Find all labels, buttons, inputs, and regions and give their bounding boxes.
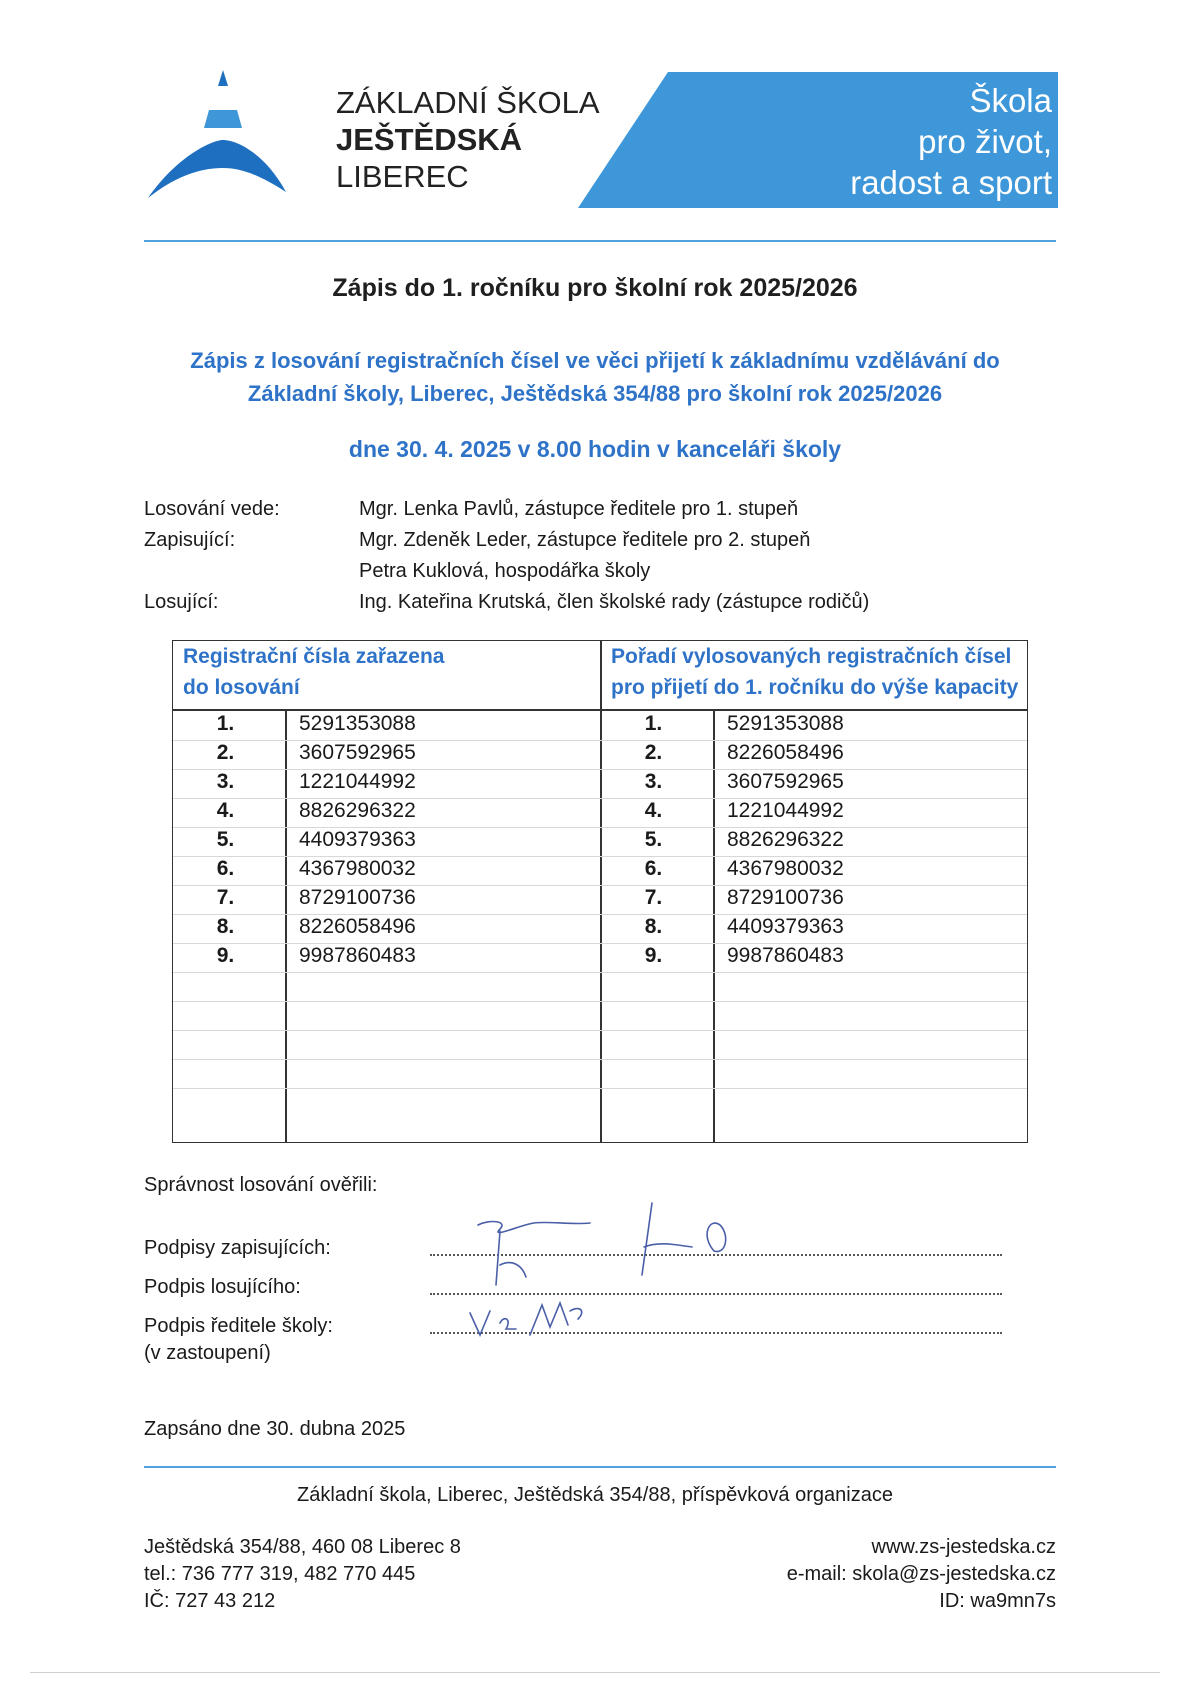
table-cell-order-right: 9. — [644, 944, 663, 967]
table-cell-code-left: 8729100736 — [299, 886, 416, 909]
participant-row — [144, 556, 869, 587]
school-name-line1: ZÁKLADNÍ ŠKOLA — [336, 85, 600, 120]
participant-value: Mgr. Zdeněk Leder, zástupce ředitele pro 2. stupeň — [359, 529, 811, 551]
footer-ico: IČ: 727 43 212 — [144, 1590, 276, 1612]
table-cell-code-left: 5291353088 — [299, 712, 416, 735]
verify-label: Správnost losování ověřili: — [144, 1174, 378, 1196]
director-signature-block — [144, 1313, 333, 1367]
table-cell-code-right: 1221044992 — [727, 799, 844, 822]
subtitle-line1: Zápis z losování registračních čísel ve věci přijetí k základnímu vzdělávání do — [190, 348, 1000, 373]
footer-org: Základní škola, Liberec, Ještědská 354/88, příspěvková organizace — [297, 1484, 893, 1506]
subtitle — [0, 344, 1190, 410]
header-divider — [144, 240, 1056, 242]
table-cell-order-left: 6. — [216, 857, 235, 880]
table-cell-order-left: 1. — [216, 712, 235, 735]
table-header-left-line2: do losování — [183, 676, 300, 699]
table-cell-order-right: 6. — [644, 857, 663, 880]
table-cell-order-left: 3. — [216, 770, 235, 793]
table-cell-code-right: 9987860483 — [727, 944, 844, 967]
mountain-logo-icon — [148, 70, 298, 210]
table-cell-order-right: 7. — [644, 886, 663, 909]
table-cell-order-left: 7. — [216, 886, 235, 909]
table-cell-code-left: 4409379363 — [299, 828, 416, 851]
director-signature-label: Podpis ředitele školy: — [144, 1315, 333, 1337]
participant-label: Zapisující: — [144, 529, 236, 551]
table-cell-order-left: 8. — [216, 915, 235, 938]
table-cell-order-left: 2. — [216, 741, 235, 764]
table-cell-order-right: 3. — [644, 770, 663, 793]
footer-web[interactable]: www.zs-jestedska.cz — [871, 1536, 1056, 1558]
motto — [850, 80, 1052, 203]
table-cell-code-left: 8226058496 — [299, 915, 416, 938]
table-cell-order-right: 2. — [644, 741, 663, 764]
table-cell-code-right: 8226058496 — [727, 741, 844, 764]
school-name-line3: LIBEREC — [336, 159, 469, 194]
footer-email[interactable]: e-mail: skola@zs-jestedska.cz — [786, 1563, 1056, 1585]
table-cell-order-right: 5. — [644, 828, 663, 851]
table-cell-order-right: 8. — [644, 915, 663, 938]
table-cell-code-right: 8729100736 — [727, 886, 844, 909]
table-header-left — [183, 641, 444, 703]
handwritten-signatures — [430, 1195, 750, 1345]
written-on: Zapsáno dne 30. dubna 2025 — [144, 1418, 406, 1440]
table-header-right-line2: pro přijetí do 1. ročníku do výše kapacity — [611, 676, 1019, 699]
recorders-signature-label: Podpisy zapisujících: — [144, 1237, 331, 1259]
footer-address-block — [144, 1534, 461, 1615]
table-cell-code-left: 3607592965 — [299, 741, 416, 764]
school-name-line2: JEŠTĚDSKÁ — [336, 122, 523, 157]
page-title: Zápis do 1. ročníku pro školní rok 2025/2026 — [332, 274, 858, 302]
page-bottom-edge — [30, 1672, 1160, 1673]
subtitle-line2: Základní školy, Liberec, Ještědská 354/88 pro školní rok 2025/2026 — [247, 381, 943, 406]
table-header-right — [611, 641, 1018, 703]
participant-label: Losující: — [144, 591, 219, 613]
table-column-divider — [285, 709, 287, 1142]
footer-phone: tel.: 736 777 319, 482 770 445 — [144, 1563, 416, 1585]
table-header-right-line1: Pořadí vylosovaných registračních čísel — [611, 645, 1012, 668]
table-header-left-line1: Registrační čísla zařazena — [183, 645, 445, 668]
table-cell-code-left: 4367980032 — [299, 857, 416, 880]
table-cell-code-right: 4409379363 — [727, 915, 844, 938]
drawer-signature-label: Podpis losujícího: — [144, 1276, 301, 1298]
participant-row — [144, 494, 869, 525]
table-row-line — [173, 972, 1027, 973]
table-column-divider — [713, 709, 715, 1142]
table-cell-code-left: 8826296322 — [299, 799, 416, 822]
table-cell-code-right: 8826296322 — [727, 828, 844, 851]
table-row-line — [173, 1059, 1027, 1060]
footer-address: Ještědská 354/88, 460 08 Liberec 8 — [144, 1536, 461, 1558]
table-cell-code-left: 1221044992 — [299, 770, 416, 793]
table-cell-order-left: 4. — [216, 799, 235, 822]
table-cell-order-right: 1. — [644, 712, 663, 735]
table-row-line — [173, 1088, 1027, 1089]
participant-value: Petra Kuklová, hospodářka školy — [359, 560, 651, 582]
lottery-table — [172, 640, 1028, 1143]
footer-id: ID: wa9mn7s — [939, 1590, 1056, 1612]
table-row-line — [173, 1001, 1027, 1002]
footer-contact-block — [787, 1534, 1056, 1615]
table-cell-code-right: 4367980032 — [727, 857, 844, 880]
school-name — [336, 84, 600, 195]
participant-row — [144, 587, 869, 618]
footer-divider — [144, 1466, 1056, 1468]
table-cell-order-left: 5. — [216, 828, 235, 851]
motto-line1: Škola — [969, 82, 1052, 119]
table-row-line — [173, 1030, 1027, 1031]
participant-row — [144, 525, 869, 556]
motto-line3: radost a sport — [850, 164, 1052, 201]
date-line: dne 30. 4. 2025 v 8.00 hodin v kanceláři školy — [348, 436, 842, 462]
participant-value: Ing. Kateřina Krutská, člen školské rady (zástupce rodičů) — [359, 591, 870, 613]
motto-line2: pro život, — [918, 123, 1052, 160]
table-cell-code-right: 3607592965 — [727, 770, 844, 793]
participant-label: Losování vede: — [144, 498, 280, 520]
participant-label — [144, 556, 359, 587]
table-cell-order-right: 4. — [644, 799, 663, 822]
table-cell-code-left: 9987860483 — [299, 944, 416, 967]
participant-value: Mgr. Lenka Pavlů, zástupce ředitele pro 1. stupeň — [359, 498, 799, 520]
table-cell-order-left: 9. — [216, 944, 235, 967]
participants — [144, 494, 869, 618]
table-cell-code-right: 5291353088 — [727, 712, 844, 735]
director-signature-note: (v zastoupení) — [144, 1342, 271, 1364]
